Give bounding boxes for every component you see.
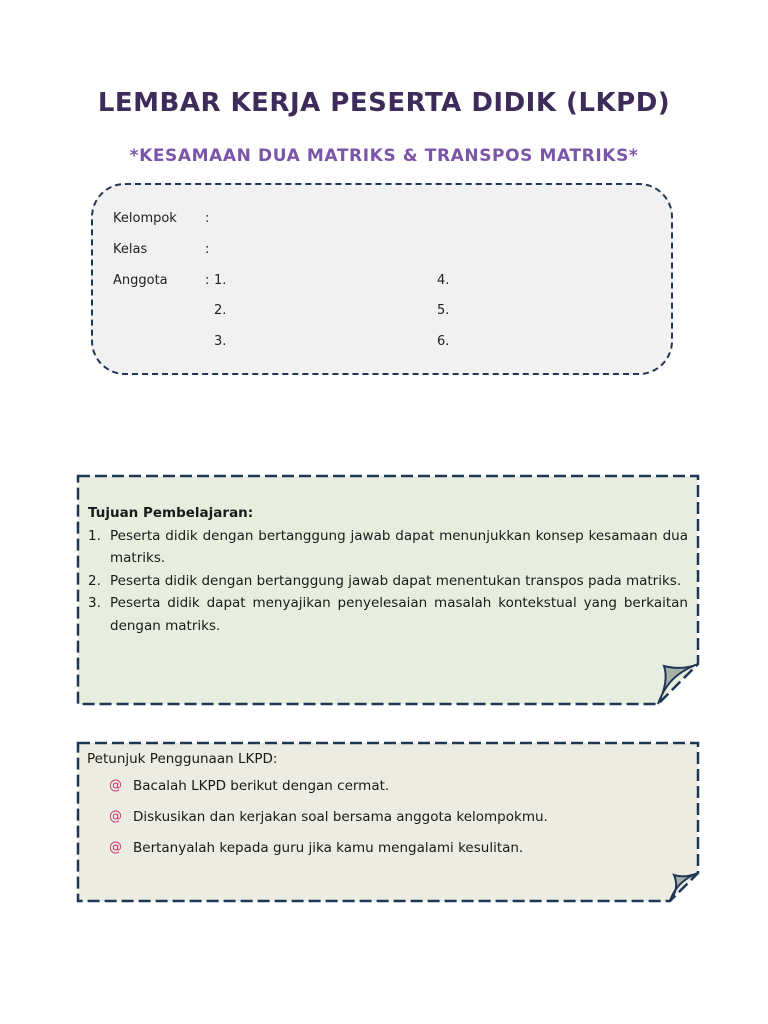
tujuan-item-text: Peserta didik dengan bertanggung jawab dapat menentukan transpos pada matriks.	[110, 572, 682, 589]
tujuan-list	[88, 525, 688, 638]
kelas-label: Kelas	[113, 242, 148, 257]
tujuan-item	[88, 592, 688, 637]
page-subtitle: *KESAMAAN DUA MATRIKS & TRANSPOS MATRIKS*	[129, 146, 639, 166]
petunjuk-box	[76, 741, 700, 903]
petunjuk-heading: Petunjuk Penggunaan LKPD:	[87, 751, 278, 767]
tujuan-content	[88, 502, 688, 637]
member-2: 2.	[214, 303, 227, 318]
petunjuk-list	[87, 775, 687, 868]
tujuan-item	[88, 570, 688, 593]
swirl-bullet-icon: @	[109, 840, 122, 855]
petunjuk-item	[87, 837, 687, 868]
petunjuk-item-text: Diskusikan dan kerjakan soal bersama anggota kelompokmu.	[133, 809, 548, 825]
tujuan-item-number: 1.	[88, 527, 101, 544]
member-1: 1.	[214, 273, 227, 288]
tujuan-item-number: 3.	[88, 595, 101, 611]
tujuan-item-text: Peserta didik dapat menyajikan penyelesaian masalah kontekstual yang berkaitan dengan matriks.	[110, 595, 688, 634]
tujuan-box	[76, 474, 700, 706]
petunjuk-item-text: Bacalah LKPD berikut dengan cermat.	[133, 778, 390, 794]
kelompok-colon: :	[205, 211, 210, 226]
tujuan-item	[88, 525, 688, 570]
petunjuk-item-text: Bertanyalah kepada guru jika kamu mengalami kesulitan.	[133, 840, 524, 856]
petunjuk-item	[87, 806, 687, 837]
page-title: LEMBAR KERJA PESERTA DIDIK (LKPD)	[97, 88, 671, 118]
petunjuk-content	[87, 751, 687, 868]
petunjuk-item	[87, 775, 687, 806]
anggota-colon: :	[205, 273, 210, 288]
member-3: 3.	[214, 334, 227, 349]
kelas-colon: :	[205, 242, 210, 257]
swirl-bullet-icon: @	[109, 778, 122, 793]
kelompok-label: Kelompok	[113, 211, 177, 226]
tujuan-item-number: 2.	[88, 572, 101, 589]
member-6: 6.	[437, 334, 450, 349]
member-5: 5.	[437, 303, 450, 318]
identity-box	[91, 183, 673, 375]
tujuan-item-text: Peserta didik dengan bertanggung jawab dapat menunjukkan konsep kesamaan dua matriks.	[110, 527, 688, 566]
swirl-bullet-icon: @	[109, 809, 122, 824]
anggota-label: Anggota	[113, 273, 168, 288]
member-4: 4.	[437, 273, 450, 288]
tujuan-heading: Tujuan Pembelajaran:	[88, 505, 254, 521]
